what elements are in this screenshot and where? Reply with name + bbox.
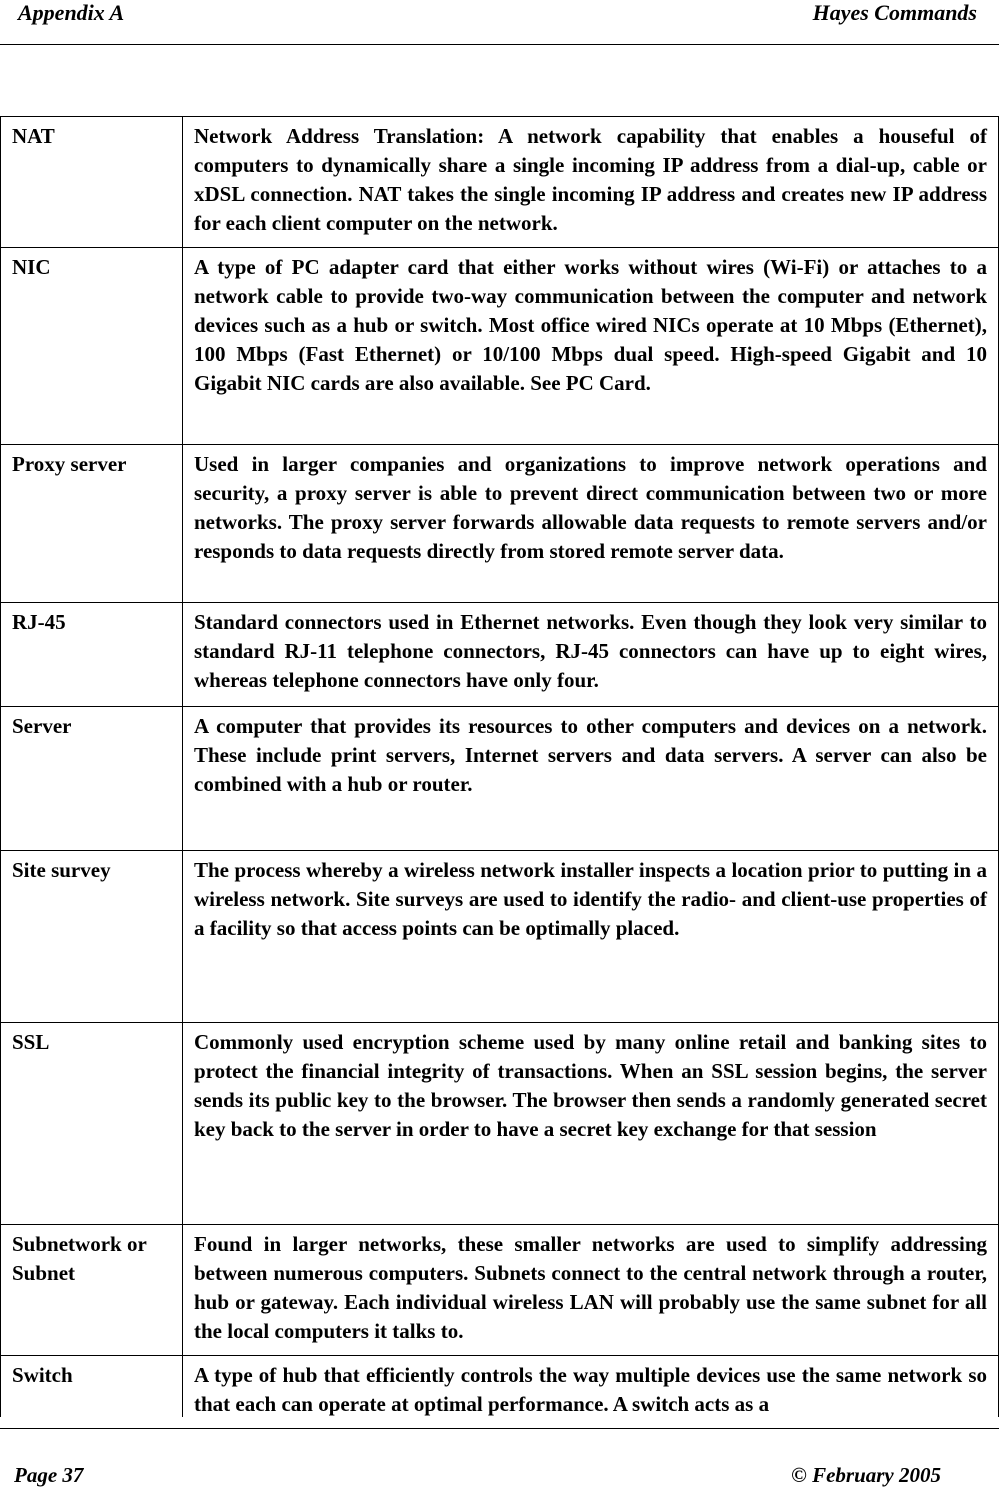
term-cell: RJ-45 (1, 603, 183, 707)
term-cell: Server (1, 707, 183, 851)
page-footer (0, 1428, 999, 1485)
table-row (1, 445, 999, 603)
definition-cell: A type of hub that efficiently controls the way multiple devices use the same network so that each can operate at optimal performance. A switch acts as a (183, 1356, 999, 1418)
table-row (1, 851, 999, 1023)
definition-cell: Network Address Translation: A network capability that enables a houseful of computers to dynamically share a single incoming IP address from a dial-up, cable or xDSL connection. NAT takes the single incoming IP address and creates new IP address for each client computer on the network. (183, 117, 999, 248)
definition-cell: Used in larger companies and organizations to improve network operations and security, a proxy server is able to prevent direct communication between two or more networks. The proxy server forwards allowable data requests to remote servers and/or responds to data requests directly from stored remote server data. (183, 445, 999, 603)
table-row (1, 1356, 999, 1418)
table-row (1, 1023, 999, 1225)
term-cell: NAT (1, 117, 183, 248)
definition-cell: Found in larger networks, these smaller networks are used to simplify addressing between numerous computers. Subnets connect to the central network through a router, hub or gateway. Each individual wireless LAN will probably use the same subnet for all the local computers it talks to. (183, 1225, 999, 1356)
copyright: © February 2005 (791, 1463, 941, 1487)
glossary-table (0, 116, 999, 1417)
term-cell: Proxy server (1, 445, 183, 603)
definition-cell: The process whereby a wireless network installer inspects a location prior to putting in a wireless network. Site surveys are used to identify the radio- and client-use properties of a facility so that access points can be optimally placed. (183, 851, 999, 1023)
definition-cell: Commonly used encryption scheme used by many online retail and banking sites to protect the financial integrity of transactions. When an SSL session begins, the server sends its public key to the browser. The browser then sends a randomly generated secret key back to the server in order to have a secret key exchange for that session (183, 1023, 999, 1225)
table-row (1, 117, 999, 248)
table-row (1, 1225, 999, 1356)
page-header (0, 0, 999, 45)
page-number: Page 37 (14, 1463, 84, 1487)
definition-cell: A type of PC adapter card that either works without wires (Wi-Fi) or attaches to a network cable to provide two-way communication between the computer and network devices such as a hub or switch. Most office wired NICs operate at 10 Mbps (Ethernet), 100 Mbps (Fast Ethernet) or 10/100 Mbps dual speed. High-speed Gigabit and 10 Gigabit NIC cards are also available. See PC Card. (183, 248, 999, 445)
term-cell: Subnetwork or Subnet (1, 1225, 183, 1356)
definition-cell: A computer that provides its resources to other computers and devices on a network. These include print servers, Internet servers and data servers. A server can also be combined with a hub or router. (183, 707, 999, 851)
header-section: Appendix A (18, 0, 125, 25)
table-row (1, 603, 999, 707)
term-cell: SSL (1, 1023, 183, 1225)
term-cell: Switch (1, 1356, 183, 1418)
table-row (1, 248, 999, 445)
glossary-clip (0, 116, 999, 1417)
table-row (1, 707, 999, 851)
header-title: Hayes Commands (812, 0, 977, 25)
term-cell: Site survey (1, 851, 183, 1023)
term-cell: NIC (1, 248, 183, 445)
definition-cell: Standard connectors used in Ethernet networks. Even though they look very similar to standard RJ-11 telephone connectors, RJ-45 connectors can have up to eight wires, whereas telephone connectors have only four. (183, 603, 999, 707)
